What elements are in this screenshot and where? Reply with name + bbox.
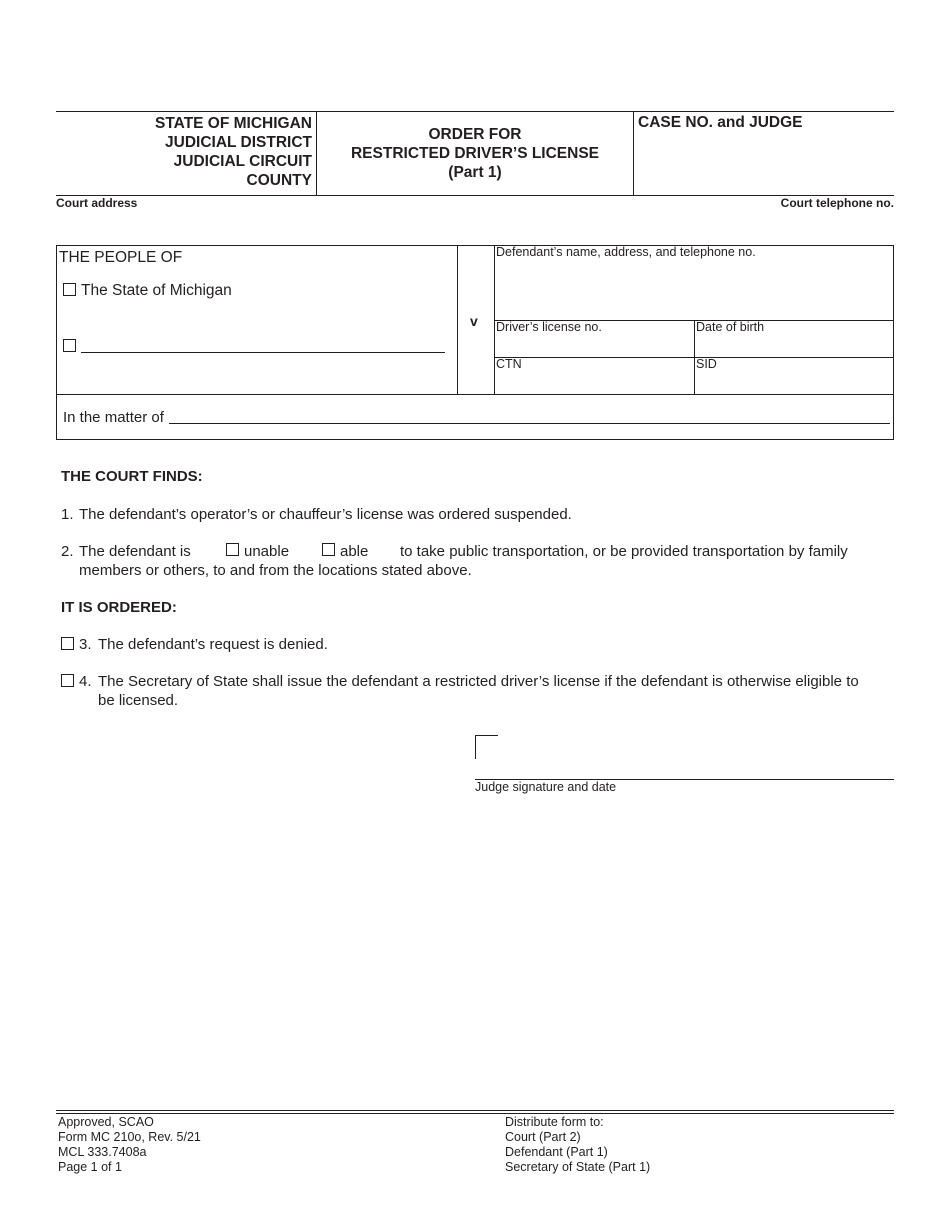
court-circuit-line: JUDICIAL CIRCUIT	[173, 153, 312, 170]
footer-approved-line: Approved, SCAO	[58, 1115, 154, 1129]
in-the-matter-of-label: In the matter of	[63, 409, 164, 426]
form-title-line-3: (Part 1)	[448, 164, 502, 181]
footer-form-number-line: Form MC 210o, Rev. 5/21	[58, 1130, 201, 1144]
finding-2-text-pre: The defendant is	[79, 543, 191, 560]
matter-divider	[56, 394, 894, 395]
drivers-license-label: Driver’s license no.	[496, 320, 602, 334]
court-finds-heading: THE COURT FINDS:	[61, 468, 203, 485]
footer-distribute-heading: Distribute form to:	[505, 1115, 604, 1129]
ctn-label: CTN	[496, 357, 522, 371]
in-the-matter-of-field[interactable]	[169, 403, 890, 423]
order-4-number: 4.	[79, 673, 92, 690]
other-plaintiff-checkbox[interactable]	[63, 339, 76, 352]
unable-label: unable	[244, 543, 290, 560]
order-3-number: 3.	[79, 636, 92, 653]
defendant-name-label: Defendant’s name, address, and telephone no.	[496, 245, 756, 259]
order-3-text: The defendant’s request is denied.	[98, 636, 328, 653]
footer-rule-bottom	[56, 1113, 894, 1114]
court-telephone-label: Court telephone no.	[780, 196, 894, 210]
finding-2-text-line-2: members or others, to and from the locations stated above.	[79, 562, 472, 579]
header-divider-right	[633, 111, 634, 196]
able-label: able	[340, 543, 369, 560]
order-3-checkbox[interactable]	[61, 637, 74, 650]
judge-signature-label: Judge signature and date	[475, 780, 617, 794]
other-plaintiff-field[interactable]	[81, 330, 445, 352]
ctn-field[interactable]	[498, 373, 690, 392]
form-title-line-2: RESTRICTED DRIVER’S LICENSE	[350, 145, 600, 162]
footer-rule-top	[56, 1110, 894, 1111]
footer-distribute-court: Court (Part 2)	[505, 1130, 581, 1144]
finding-2-text-post: to take public transportation, or be provided transportation by family	[400, 543, 848, 560]
order-4-text-line-1: The Secretary of State shall issue the defendant a restricted driver’s license if the defendant is otherwise eligible to	[98, 673, 859, 690]
footer-distribute-sos: Secretary of State (Part 1)	[505, 1160, 651, 1174]
footer-distribute-defendant: Defendant (Part 1)	[505, 1145, 608, 1159]
versus-label: v	[470, 313, 478, 329]
header-top-rule	[56, 111, 894, 112]
sid-field[interactable]	[698, 373, 890, 392]
footer-distribution-block	[505, 1115, 650, 1175]
it-is-ordered-heading: IT IS ORDERED:	[61, 599, 177, 616]
drivers-license-field[interactable]	[498, 336, 690, 355]
form-title-line-1: ORDER FOR	[428, 126, 522, 143]
footer-mcl-line: MCL 333.7408a	[58, 1145, 147, 1159]
able-checkbox[interactable]	[322, 543, 335, 556]
court-address-label: Court address	[56, 196, 138, 210]
unable-checkbox[interactable]	[226, 543, 239, 556]
header-bottom-rule	[56, 195, 894, 196]
date-of-birth-field[interactable]	[698, 336, 890, 355]
people-of-label: THE PEOPLE OF	[59, 249, 183, 266]
date-of-birth-label: Date of birth	[696, 320, 765, 334]
order-4-text-line-2: be licensed.	[98, 692, 179, 709]
in-the-matter-of-line	[169, 423, 890, 424]
defendant-name-field[interactable]	[498, 262, 890, 317]
form-title	[317, 125, 633, 182]
case-no-judge-label: CASE NO. and JUDGE	[638, 114, 803, 131]
court-name-block	[60, 114, 312, 190]
defendant-info-column-divider	[694, 320, 695, 394]
footer-page-line: Page 1 of 1	[58, 1160, 122, 1174]
order-4-checkbox[interactable]	[61, 674, 74, 687]
state-of-michigan-checkbox[interactable]	[63, 283, 76, 296]
court-state-line: STATE OF MICHIGAN	[155, 115, 312, 132]
plaintiff-divider	[457, 245, 458, 394]
sid-label: SID	[696, 357, 717, 371]
finding-1-text: The defendant’s operator’s or chauffeur’s license was ordered suspended.	[79, 506, 572, 523]
state-of-michigan-label: The State of Michigan	[81, 282, 232, 299]
footer-approval-block	[58, 1115, 201, 1175]
court-county-line: COUNTY	[246, 172, 312, 189]
judge-signature-field[interactable]	[475, 738, 894, 778]
finding-2-number: 2.	[61, 543, 74, 560]
finding-1-number: 1.	[61, 506, 74, 523]
case-no-judge-field[interactable]	[640, 135, 890, 190]
court-district-line: JUDICIAL DISTRICT	[165, 134, 312, 151]
other-plaintiff-line	[81, 352, 445, 353]
